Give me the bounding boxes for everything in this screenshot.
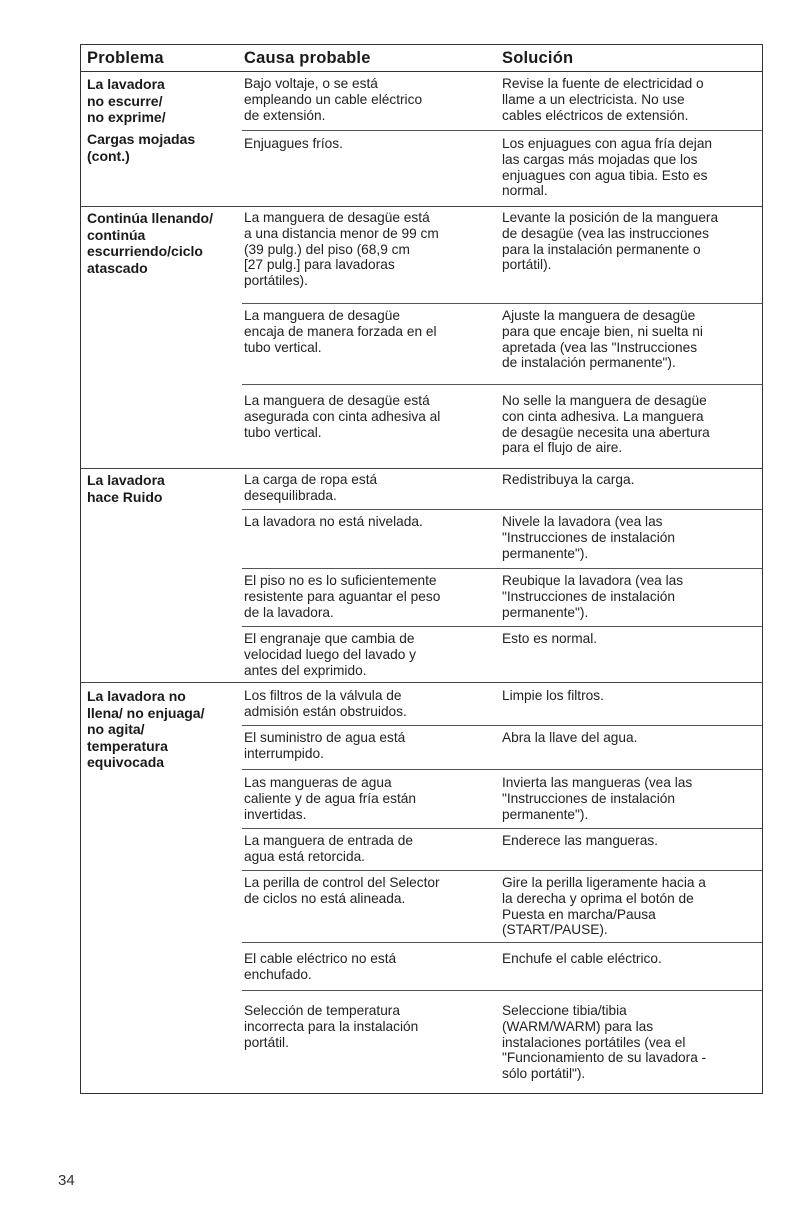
problem-label: Cargas mojadas (cont.) xyxy=(87,131,196,164)
table-row xyxy=(242,509,762,561)
section-noise xyxy=(81,468,762,689)
solution-text: Seleccione tibia/tibia (WARM/WARM) para las instalaciones portátiles (vea el "Funcionamiento de su lavadora - sólo portátil"). xyxy=(502,1003,707,1082)
header-cause: Causa probable xyxy=(244,49,371,67)
problem-label: La lavadora no escurre/ no exprime/ xyxy=(87,76,166,125)
cause-text: La carga de ropa está desequilibrada. xyxy=(244,472,378,503)
table-row xyxy=(242,568,762,620)
solution-text: Enchufe el cable eléctrico. xyxy=(502,951,662,966)
solution-text: Los enjuagues con agua fría dejan las cargas más mojadas que los enjuagues con agua tibia. Esto es normal. xyxy=(502,136,713,199)
solution-text: Gire la perilla ligeramente hacia a la derecha y oprima el botón de Puesta en marcha/Pausa (START/PAUSE). xyxy=(502,875,706,938)
solution-text: Ajuste la manguera de desagüe para que encaje bien, ni suelta ni apretada (vea las "Instrucciones de instalación permanente"). xyxy=(502,308,703,371)
table-row xyxy=(242,990,762,1082)
table-row xyxy=(242,626,762,678)
section-wet-loads xyxy=(81,126,762,210)
troubleshooting-table xyxy=(80,44,763,1094)
solution-text: Levante la posición de la manguera de desagüe (vea las instrucciones para la instalación permanente o portátil). xyxy=(502,210,719,273)
cause-text: Enjuagues fríos. xyxy=(244,136,343,151)
problem-label: La lavadora no llena/ no enjuaga/ no agita/ temperatura equivocada xyxy=(87,688,205,770)
cause-text: La manguera de desagüe está asegurada con cinta adhesiva al tubo vertical. xyxy=(244,393,441,440)
solution-text: Limpie los filtros. xyxy=(502,688,604,703)
cause-text: Bajo voltaje, o se está empleando un cable eléctrico de extensión. xyxy=(244,76,423,123)
solution-text: Invierta las mangueras (vea las "Instrucciones de instalación permanente"). xyxy=(502,775,693,822)
solution-text: Reubique la lavadora (vea las "Instrucciones de instalación permanente"). xyxy=(502,573,684,620)
table-row xyxy=(242,942,762,982)
cause-text: Las mangueras de agua caliente y de agua fría están invertidas. xyxy=(244,775,416,822)
solution-text: Redistribuya la carga. xyxy=(502,472,635,487)
table-header xyxy=(81,45,762,72)
cause-text: La lavadora no está nivelada. xyxy=(244,514,423,529)
cause-text: El engranaje que cambia de velocidad luego del lavado y antes del exprimido. xyxy=(244,631,416,678)
cause-text: La manguera de desagüe encaja de manera forzada en el tubo vertical. xyxy=(244,308,437,355)
cause-text: El suministro de agua está interrumpido. xyxy=(244,730,406,761)
header-solution: Solución xyxy=(502,49,574,67)
table-row xyxy=(242,303,762,371)
problem-label: Continúa llenando/ continúa escurriendo/ciclo atascado xyxy=(87,210,213,276)
table-row xyxy=(242,384,762,456)
table-row xyxy=(242,725,762,761)
cause-text: La manguera de entrada de agua está retorcida. xyxy=(244,833,413,864)
cause-text: Selección de temperatura incorrecta para la instalación portátil. xyxy=(244,1003,419,1050)
cause-text: El piso no es lo suficientemente resistente para aguantar el peso de la lavadora. xyxy=(244,573,441,620)
solution-text: Enderece las mangueras. xyxy=(502,833,658,848)
cause-text: Los filtros de la válvula de admisión están obstruidos. xyxy=(244,688,407,719)
table-row xyxy=(242,870,762,938)
problem-label: La lavadora hace Ruido xyxy=(87,472,165,505)
section-keeps-filling xyxy=(81,206,762,469)
cause-text: La manguera de desagüe está a una distancia menor de 99 cm (39 pulg.) del piso (68,9 cm [27 pulg.] para lavadoras portátiles). xyxy=(244,210,439,289)
section-no-fill xyxy=(81,682,762,1095)
table-row xyxy=(242,769,762,822)
solution-text: Abra la llave del agua. xyxy=(502,730,638,745)
header-problem: Problema xyxy=(87,49,164,67)
table-row xyxy=(242,828,762,864)
page-number: 34 xyxy=(58,1172,75,1189)
solution-text: Esto es normal. xyxy=(502,631,598,646)
solution-text: No selle la manguera de desagüe con cinta adhesiva. La manguera de desagüe necesita una abertura para el flujo de aire. xyxy=(502,393,710,456)
cause-text: La perilla de control del Selector de ciclos no está alineada. xyxy=(244,875,440,906)
solution-text: Revise la fuente de electricidad o llame a un electricista. No use cables eléctricos de extensión. xyxy=(502,76,704,123)
cause-text: El cable eléctrico no está enchufado. xyxy=(244,951,397,982)
table-row xyxy=(242,130,762,199)
solution-text: Nivele la lavadora (vea las "Instrucciones de instalación permanente"). xyxy=(502,514,676,561)
